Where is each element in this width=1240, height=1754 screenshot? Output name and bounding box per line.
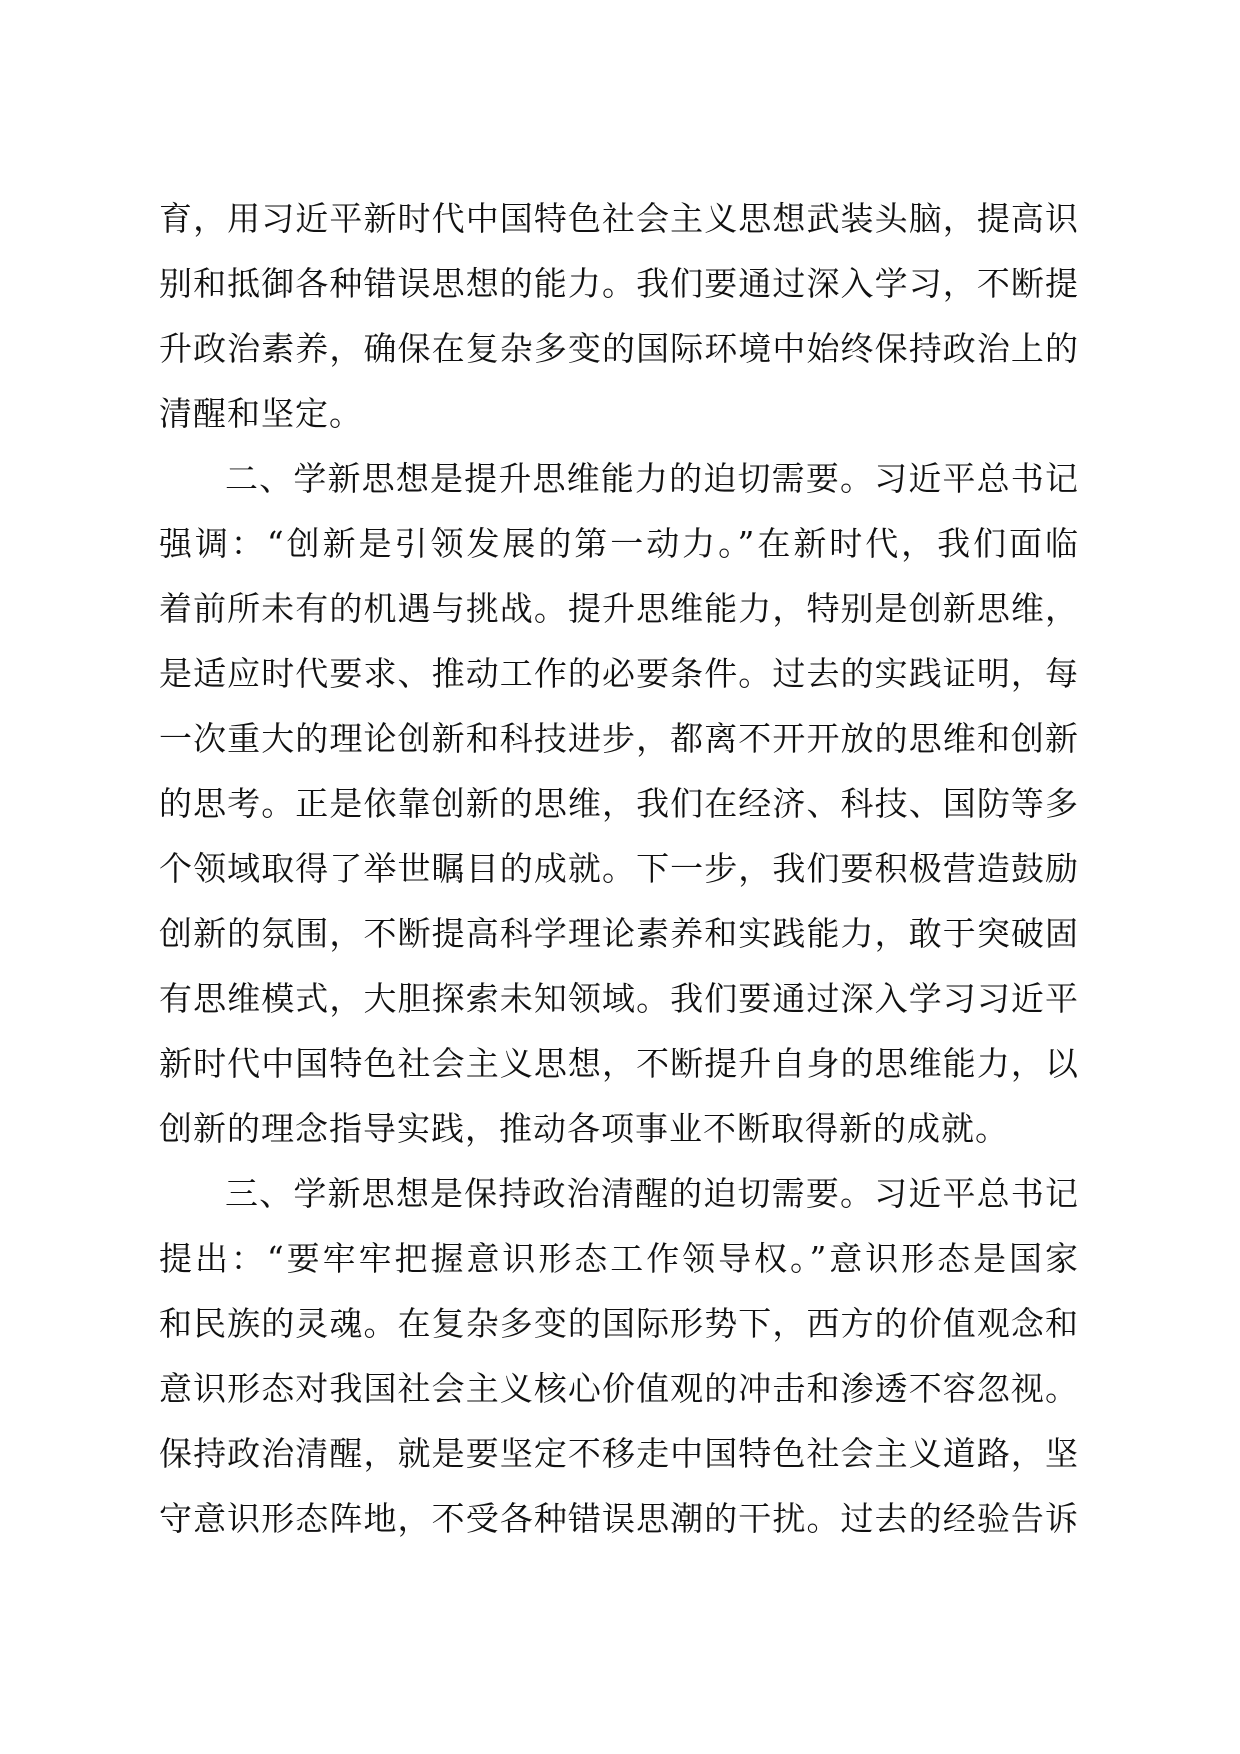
text-line: 创新的氛围，不断提高科学理论素养和实践能力，敢于突破固 bbox=[159, 914, 1079, 953]
text-line: 保持政治清醒，就是要坚定不移走中国特色社会主义道路，坚 bbox=[159, 1434, 1079, 1473]
text-line: 守意识形态阵地，不受各种错误思潮的干扰。过去的经验告诉 bbox=[159, 1499, 1079, 1538]
text-line: 是适应时代要求、推动工作的必要条件。过去的实践证明，每 bbox=[159, 654, 1079, 693]
text-line: 的思考。正是依靠创新的思维，我们在经济、科技、国防等多 bbox=[159, 784, 1079, 823]
text-line: 升政治素养，确保在复杂多变的国际环境中始终保持政治上的 bbox=[159, 329, 1079, 368]
text-line: 意识形态对我国社会主义核心价值观的冲击和渗透不容忽视。 bbox=[159, 1369, 1079, 1408]
text-line: 提出：“要牢牢把握意识形态工作领导权。”意识形态是国家 bbox=[159, 1239, 1079, 1278]
text-line: 创新的理念指导实践，推动各项事业不断取得新的成就。 bbox=[159, 1109, 1009, 1148]
text-line: 有思维模式，大胆探索未知领域。我们要通过深入学习习近平 bbox=[159, 979, 1079, 1018]
section-two-heading-line: 二、学新思想是提升思维能力的迫切需要。习近平总书记 bbox=[225, 459, 1079, 498]
text-line: 清醒和坚定。 bbox=[159, 394, 363, 433]
text-line: 别和抵御各种错误思想的能力。我们要通过深入学习，不断提 bbox=[159, 264, 1079, 303]
text-line: 着前所未有的机遇与挑战。提升思维能力，特别是创新思维， bbox=[159, 589, 1079, 628]
text-line: 一次重大的理论创新和科技进步，都离不开开放的思维和创新 bbox=[159, 719, 1079, 758]
text-line: 和民族的灵魂。在复杂多变的国际形势下，西方的价值观念和 bbox=[159, 1304, 1079, 1343]
section-three-heading-line: 三、学新思想是保持政治清醒的迫切需要。习近平总书记 bbox=[225, 1174, 1079, 1213]
text-line: 个领域取得了举世瞩目的成就。下一步，我们要积极营造鼓励 bbox=[159, 849, 1079, 888]
text-line: 新时代中国特色社会主义思想，不断提升自身的思维能力，以 bbox=[159, 1044, 1079, 1083]
body-text bbox=[159, 186, 1079, 1551]
text-line: 育，用习近平新时代中国特色社会主义思想武装头脑，提高识 bbox=[159, 199, 1079, 238]
text-line: 强调：“创新是引领发展的第一动力。”在新时代，我们面临 bbox=[159, 524, 1079, 563]
